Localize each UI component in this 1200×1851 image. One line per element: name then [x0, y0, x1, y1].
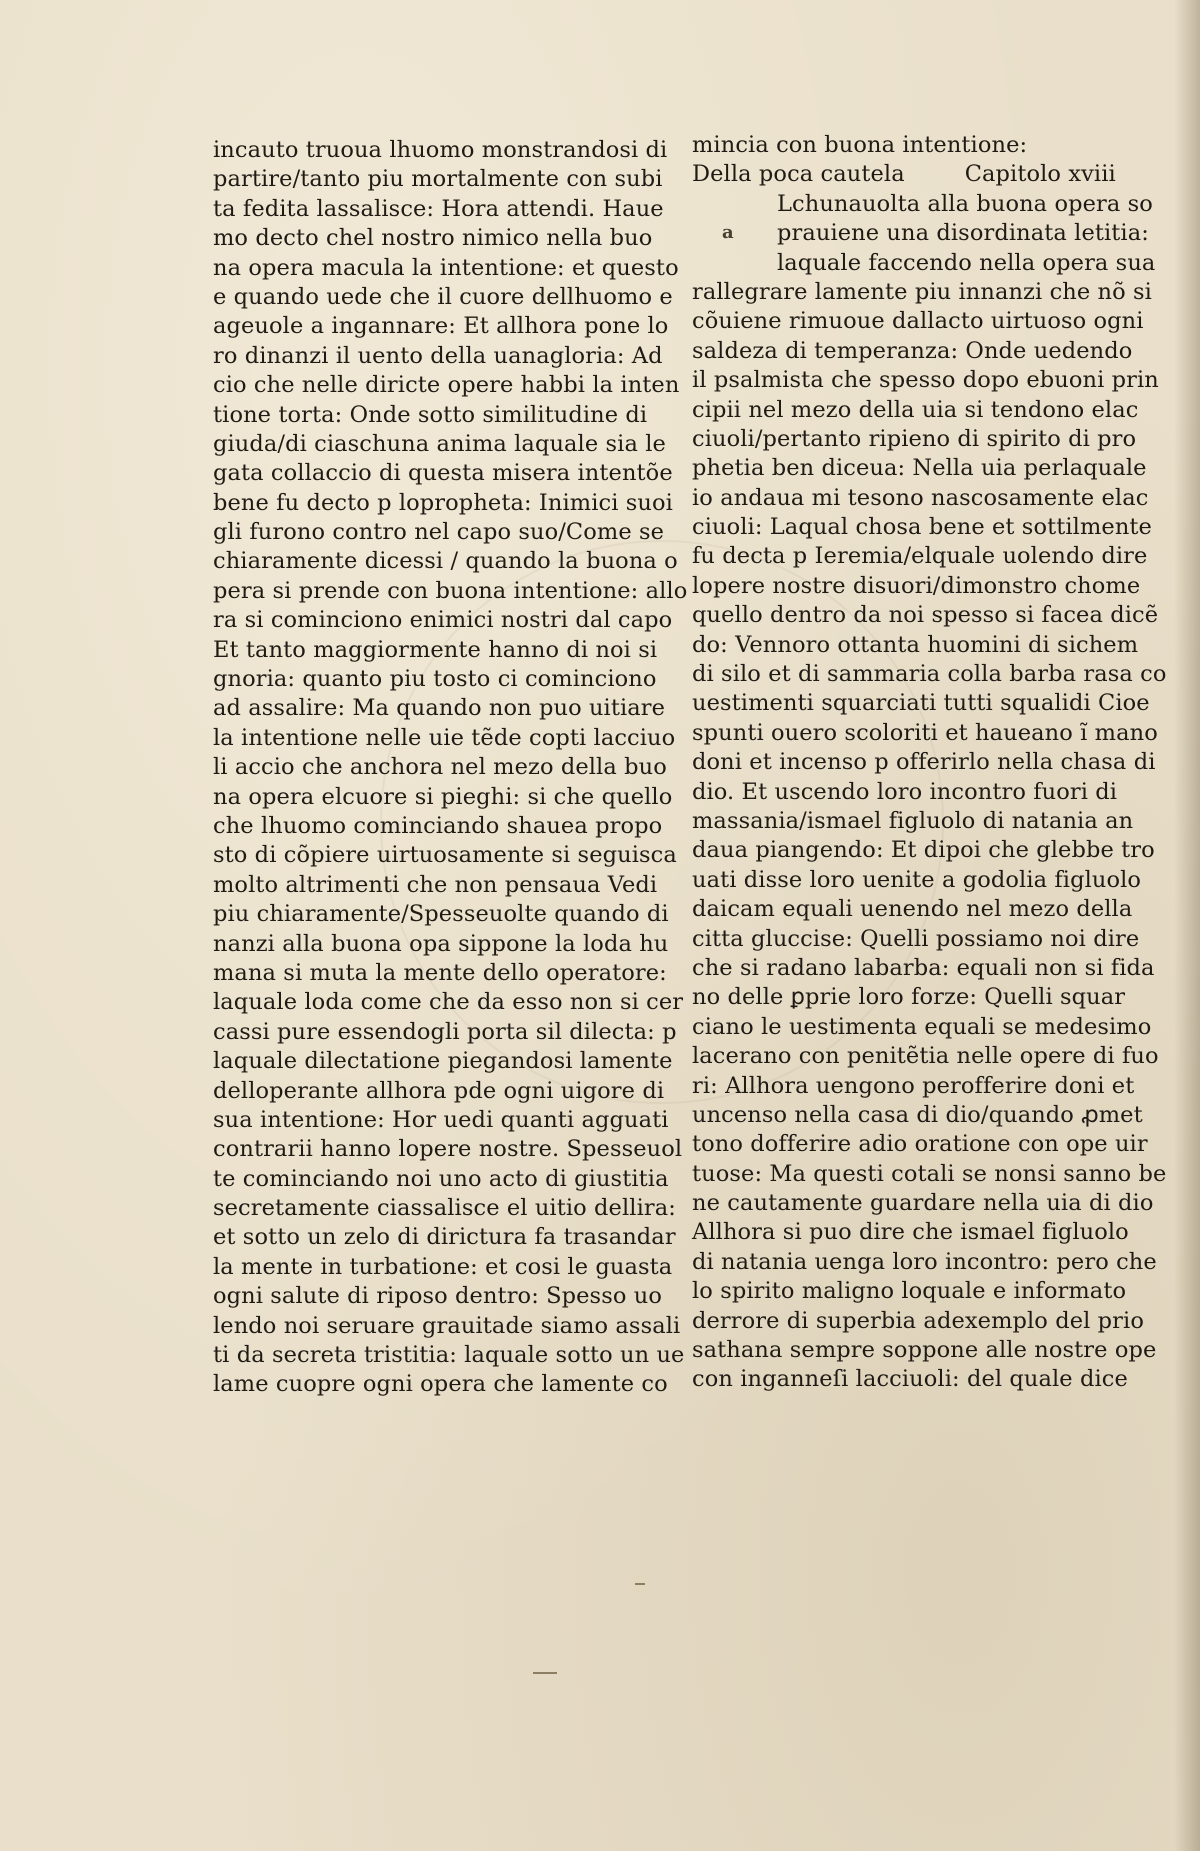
text-line: bene fu decto p lopropheta: Inimici suoi — [213, 489, 673, 516]
text-line: spunti ouero scoloriti et haueano ĩ mano — [692, 719, 1158, 746]
text-line: di silo et di sammaria colla barba rasa co — [692, 661, 1167, 688]
text-line: sua intentione: Hor uedi quanti agguati — [213, 1106, 669, 1133]
text-line: ciano le uestimenta equali se medesimo — [692, 1013, 1152, 1040]
text-line: lame cuopre ogni opera che lamente co — [213, 1371, 668, 1398]
text-line: Lchunauolta alla buona opera so — [777, 190, 1153, 217]
text-line: et sotto un zelo di dirictura fa trasandar — [213, 1224, 676, 1251]
text-line: piu chiaramente/Spesseuolte quando di — [213, 901, 669, 928]
text-line: Allhora si puo dire che ismael figluolo — [692, 1219, 1129, 1246]
text-line: ogni salute di riposo dentro: Spesso uo — [213, 1283, 662, 1310]
right-column-lines — [692, 278, 1167, 1395]
text-line: giuda/di ciaschuna anima laquale sia le — [213, 430, 666, 457]
text-line: ne cautamente guardare nella uia di dio — [692, 1190, 1154, 1217]
text-line: prauiene una disordinata letitia: — [777, 220, 1149, 247]
text-line: quello dentro da noi spesso si facea dicẽ — [692, 602, 1159, 629]
text-line: incauto truoua lhuomo monstrandosi di — [213, 137, 668, 163]
chapter-opening — [692, 190, 1156, 278]
text-line: massania/ismael figluolo di natania an — [692, 807, 1134, 834]
text-line: lo spirito maligno loquale e informato — [692, 1278, 1127, 1305]
text-line: uati disse loro uenite a godolia figluolo — [692, 866, 1142, 893]
text-line: la mente in turbatione: et cosi le guasta — [213, 1253, 673, 1280]
text-line: secretamente ciassalisce el uitio dellira: — [213, 1195, 676, 1222]
text-line: gli furono contro nel capo suo/Come se — [213, 519, 665, 546]
text-line: ti da secreta tristitia: laquale sotto un ue — [213, 1342, 685, 1369]
text-line: partire/tanto piu mortalmente con subi — [213, 166, 663, 193]
text-line: mana si muta la mente dello operatore: — [213, 959, 667, 986]
text-line: te cominciando noi uno acto di giustitia — [213, 1165, 669, 1192]
text-line: daua piangendo: Et dipoi che glebbe tro — [692, 837, 1155, 864]
chapter-number: Capitolo xviii — [964, 161, 1116, 188]
text-line: doni et incenso p offerirlo nella chasa di — [692, 749, 1156, 776]
text-line: gata collaccio di questa misera intentõe — [213, 460, 673, 487]
text-line: io andaua mi tesono nascosamente elac — [692, 484, 1149, 511]
text-line: e quando uede che il cuore dellhuomo e — [213, 283, 673, 310]
right-text-column — [692, 131, 1167, 1395]
text-line: nanzi alla buona opa sippone la loda hu — [213, 930, 669, 957]
text-line: ri: Allhora uengono perofferire doni et — [692, 1072, 1135, 1099]
text-line: sathana sempre soppone alle nostre ope — [692, 1337, 1157, 1364]
text-line: laquale loda come che da esso non si cer — [213, 989, 684, 1016]
text-line: sto di cõpiere uirtuosamente si seguisca — [213, 842, 677, 869]
text-line: dio. Et uscendo loro incontro fuori di — [692, 778, 1118, 805]
text-line: molto altrimenti che non pensaua Vedi — [213, 871, 658, 898]
text-line: fu decta p Ieremia/elquale uolendo dire — [692, 543, 1148, 570]
text-line: ta fedita lassalisce: Hora attendi. Haue — [213, 195, 664, 222]
right-first-line: mincia con buona intentione: — [692, 132, 1028, 158]
text-line: lopere nostre disuori/dimonstro chome — [692, 572, 1141, 599]
text-line: pera si prende con buona intentione: allo — [213, 577, 688, 604]
text-line: uestimenti squarciati tutti squalidi Cioe — [692, 690, 1150, 717]
left-text-column — [213, 136, 688, 1400]
text-line: ciuoli: Laqual chosa bene et sottilmente — [692, 514, 1152, 541]
text-line: na opera elcuore si pieghi: si che quello — [213, 783, 673, 810]
page-edge-shadow — [1174, 0, 1200, 1851]
text-line: chiaramente dicessi / quando la buona o — [213, 548, 678, 575]
guide-letter: a — [722, 221, 734, 243]
text-line: citta gluccise: Quelli possiamo noi dire — [692, 925, 1140, 952]
text-line: ad assalire: Ma quando non puo uitiare — [213, 695, 666, 722]
text-line: cipii nel mezo della uia si tendono elac — [692, 396, 1139, 423]
text-line: la intentione nelle uie tẽde copti lacciuo — [213, 724, 676, 751]
text-line: ciuoli/pertanto ripieno di spirito di pro — [692, 425, 1137, 452]
text-line: lendo noi seruare grauitade siamo assali — [213, 1312, 681, 1339]
text-line: con inganneſi lacciuoli: del quale dice — [692, 1366, 1128, 1393]
text-line: cassi pure essendogli porta sil dilecta: p — [213, 1018, 677, 1045]
chapter-heading — [692, 160, 1147, 189]
page-signature-mark — [533, 1672, 557, 1674]
text-line: mo decto chel nostro nimico nella buo — [213, 225, 653, 252]
text-line: il psalmista che spesso dopo ebuoni prin — [692, 367, 1159, 394]
indented-opening-lines — [692, 190, 1156, 278]
text-line: saldeza di temperanza: Onde uedendo — [692, 337, 1133, 364]
text-line: tione torta: Onde sotto similitudine di — [213, 401, 648, 428]
text-line: tono dofferire adio oratione con ope uir — [692, 1131, 1148, 1158]
text-line: daicam equali uenendo nel mezo della — [692, 896, 1133, 923]
text-line: derrore di superbia adexemplo del prio — [692, 1307, 1144, 1334]
text-line: contrarii hanno lopere nostre. Spesseuol — [213, 1136, 683, 1163]
chapter-title: Della poca cautela — [692, 161, 905, 188]
text-line: ra si cominciono enimici nostri dal capo — [213, 607, 673, 634]
text-line: laquale faccendo nella opera sua — [777, 249, 1156, 276]
ink-dash — [635, 1583, 645, 1585]
text-line: do: Vennoro ottanta huomini di sichem — [692, 631, 1139, 658]
text-line: rallegrare lamente piu innanzi che nõ si — [692, 278, 1152, 305]
text-line: ageuole a ingannare: Et allhora pone lo — [213, 313, 669, 340]
text-line: laquale dilectatione piegandosi lamente — [213, 1048, 673, 1075]
text-line: no delle ꝑprie loro forze: Quelli squar — [692, 984, 1126, 1011]
text-line: tuose: Ma questi cotali se nonsi sanno be — [692, 1160, 1167, 1187]
text-line: phetia ben diceua: Nella uia perlaquale — [692, 455, 1147, 482]
text-line: che si radano labarba: equali non si fida — [692, 954, 1155, 981]
text-line: cio che nelle diricte opere habbi la inten — [213, 372, 680, 399]
text-line: ro dinanzi il uento della uanagloria: Ad — [213, 342, 663, 369]
text-line: lacerano con penitẽtia nelle opere di fuo — [692, 1043, 1159, 1070]
text-line: cõuiene rimuoue dallacto uirtuoso ogni — [692, 308, 1144, 335]
text-line: di natania uenga loro incontro: pero che — [692, 1248, 1157, 1275]
text-line: che lhuomo cominciando shauea propo — [213, 812, 663, 839]
text-line: na opera macula la intentione: et questo — [213, 254, 679, 281]
text-line: Et tanto maggiormente hanno di noi si — [213, 636, 658, 663]
text-line: uncenso nella casa di dio/quando ꝓmet — [692, 1101, 1143, 1128]
text-line: li accio che anchora nel mezo della buo — [213, 754, 667, 781]
text-line: delloperante allhora pde ogni uigore di — [213, 1077, 665, 1104]
text-line: gnoria: quanto piu tosto ci cominciono — [213, 666, 657, 693]
